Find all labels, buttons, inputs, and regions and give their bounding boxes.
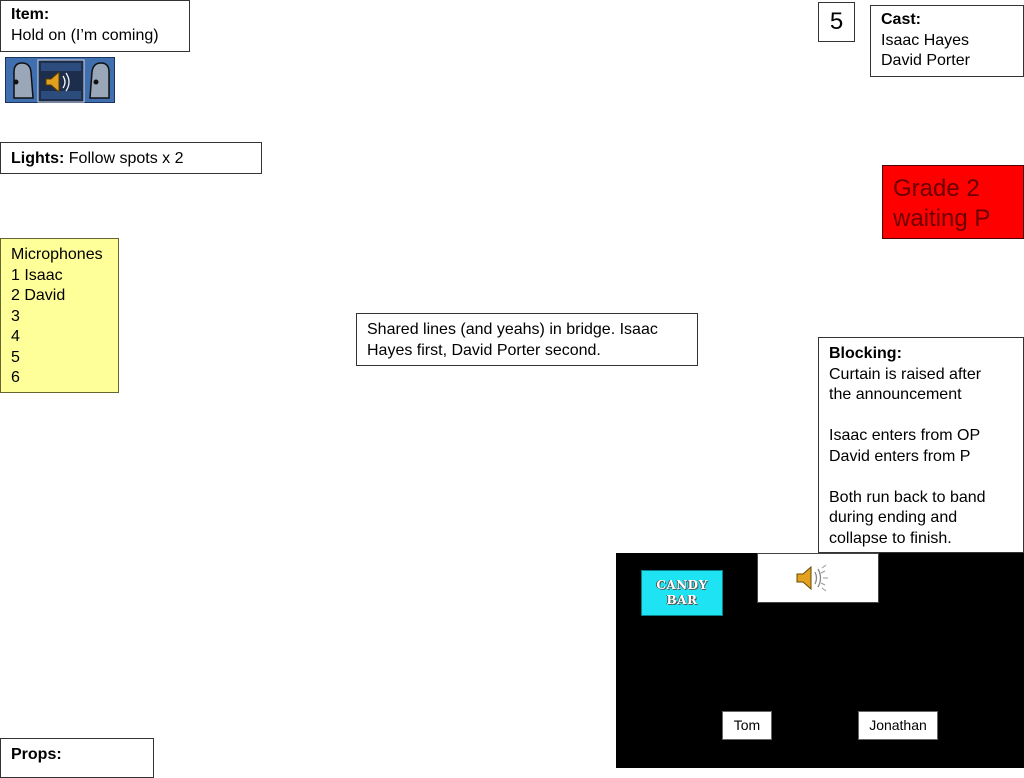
blocking-label: Blocking: [829, 345, 902, 362]
microphone-slot: 2 David [11, 287, 66, 304]
blocking-box [818, 337, 1024, 553]
microphone-slot: 5 [11, 348, 20, 366]
microphone-slot: 3 [11, 307, 20, 325]
speaker-right-icon[interactable] [86, 60, 114, 102]
grade-line: waiting P [893, 205, 991, 232]
blocking-line: the announcement [829, 386, 962, 403]
shared-lines-note [356, 313, 698, 366]
lights-value: Follow spots x 2 [68, 150, 184, 167]
actor-tag-jonathan[interactable]: Jonathan [858, 711, 938, 740]
item-value[interactable]: Hold on (I’m coming) [11, 26, 159, 44]
cast-member: Isaac Hayes [881, 31, 970, 49]
props-label: Props: [11, 746, 62, 763]
item-label: Item: [11, 6, 50, 23]
microphone-slot: 6 [11, 369, 20, 386]
lights-box [0, 142, 262, 174]
candy-bar-line: BAR [666, 593, 698, 607]
blocking-spacer [829, 467, 1013, 488]
microphone-slot: 1 Isaac [11, 266, 63, 284]
blocking-spacer [829, 406, 1013, 427]
microphones-title: Microphones [11, 246, 103, 263]
props-box [0, 738, 154, 778]
actor-tag-tom[interactable]: Tom [722, 711, 772, 740]
audio-controls[interactable] [5, 57, 115, 103]
blocking-line: David enters from P [829, 447, 971, 465]
stage-diagram [616, 553, 1024, 768]
blocking-line: collapse to finish. [829, 529, 952, 547]
cast-member: David Porter [881, 52, 970, 69]
candy-bar-sign [641, 570, 723, 616]
stage-sound-button[interactable] [757, 553, 879, 603]
blocking-line: during ending and [829, 509, 958, 526]
grade-line: Grade 2 [893, 175, 980, 202]
sound-icon[interactable] [38, 60, 84, 102]
page-number [818, 2, 855, 42]
note-line: Shared lines (and yeahs) in bridge. Isaac [367, 321, 658, 338]
lights-label: Lights: [11, 150, 65, 167]
microphone-slot: 4 [11, 328, 20, 345]
microphones-box [0, 238, 119, 393]
blocking-line: Curtain is raised after [829, 365, 982, 383]
candy-bar-line: CANDY [656, 578, 708, 592]
note-line: Hayes first, David Porter second. [367, 341, 601, 359]
blocking-line: Both run back to band [829, 488, 986, 506]
item-box [0, 0, 190, 52]
blocking-line: Isaac enters from OP [829, 427, 981, 444]
cast-label: Cast: [881, 11, 922, 28]
speaker-left-icon[interactable] [8, 60, 36, 102]
cast-box [870, 5, 1024, 77]
page-number-value: 5 [829, 7, 844, 35]
grade-status-box [882, 165, 1024, 239]
sound-icon[interactable] [794, 562, 834, 594]
